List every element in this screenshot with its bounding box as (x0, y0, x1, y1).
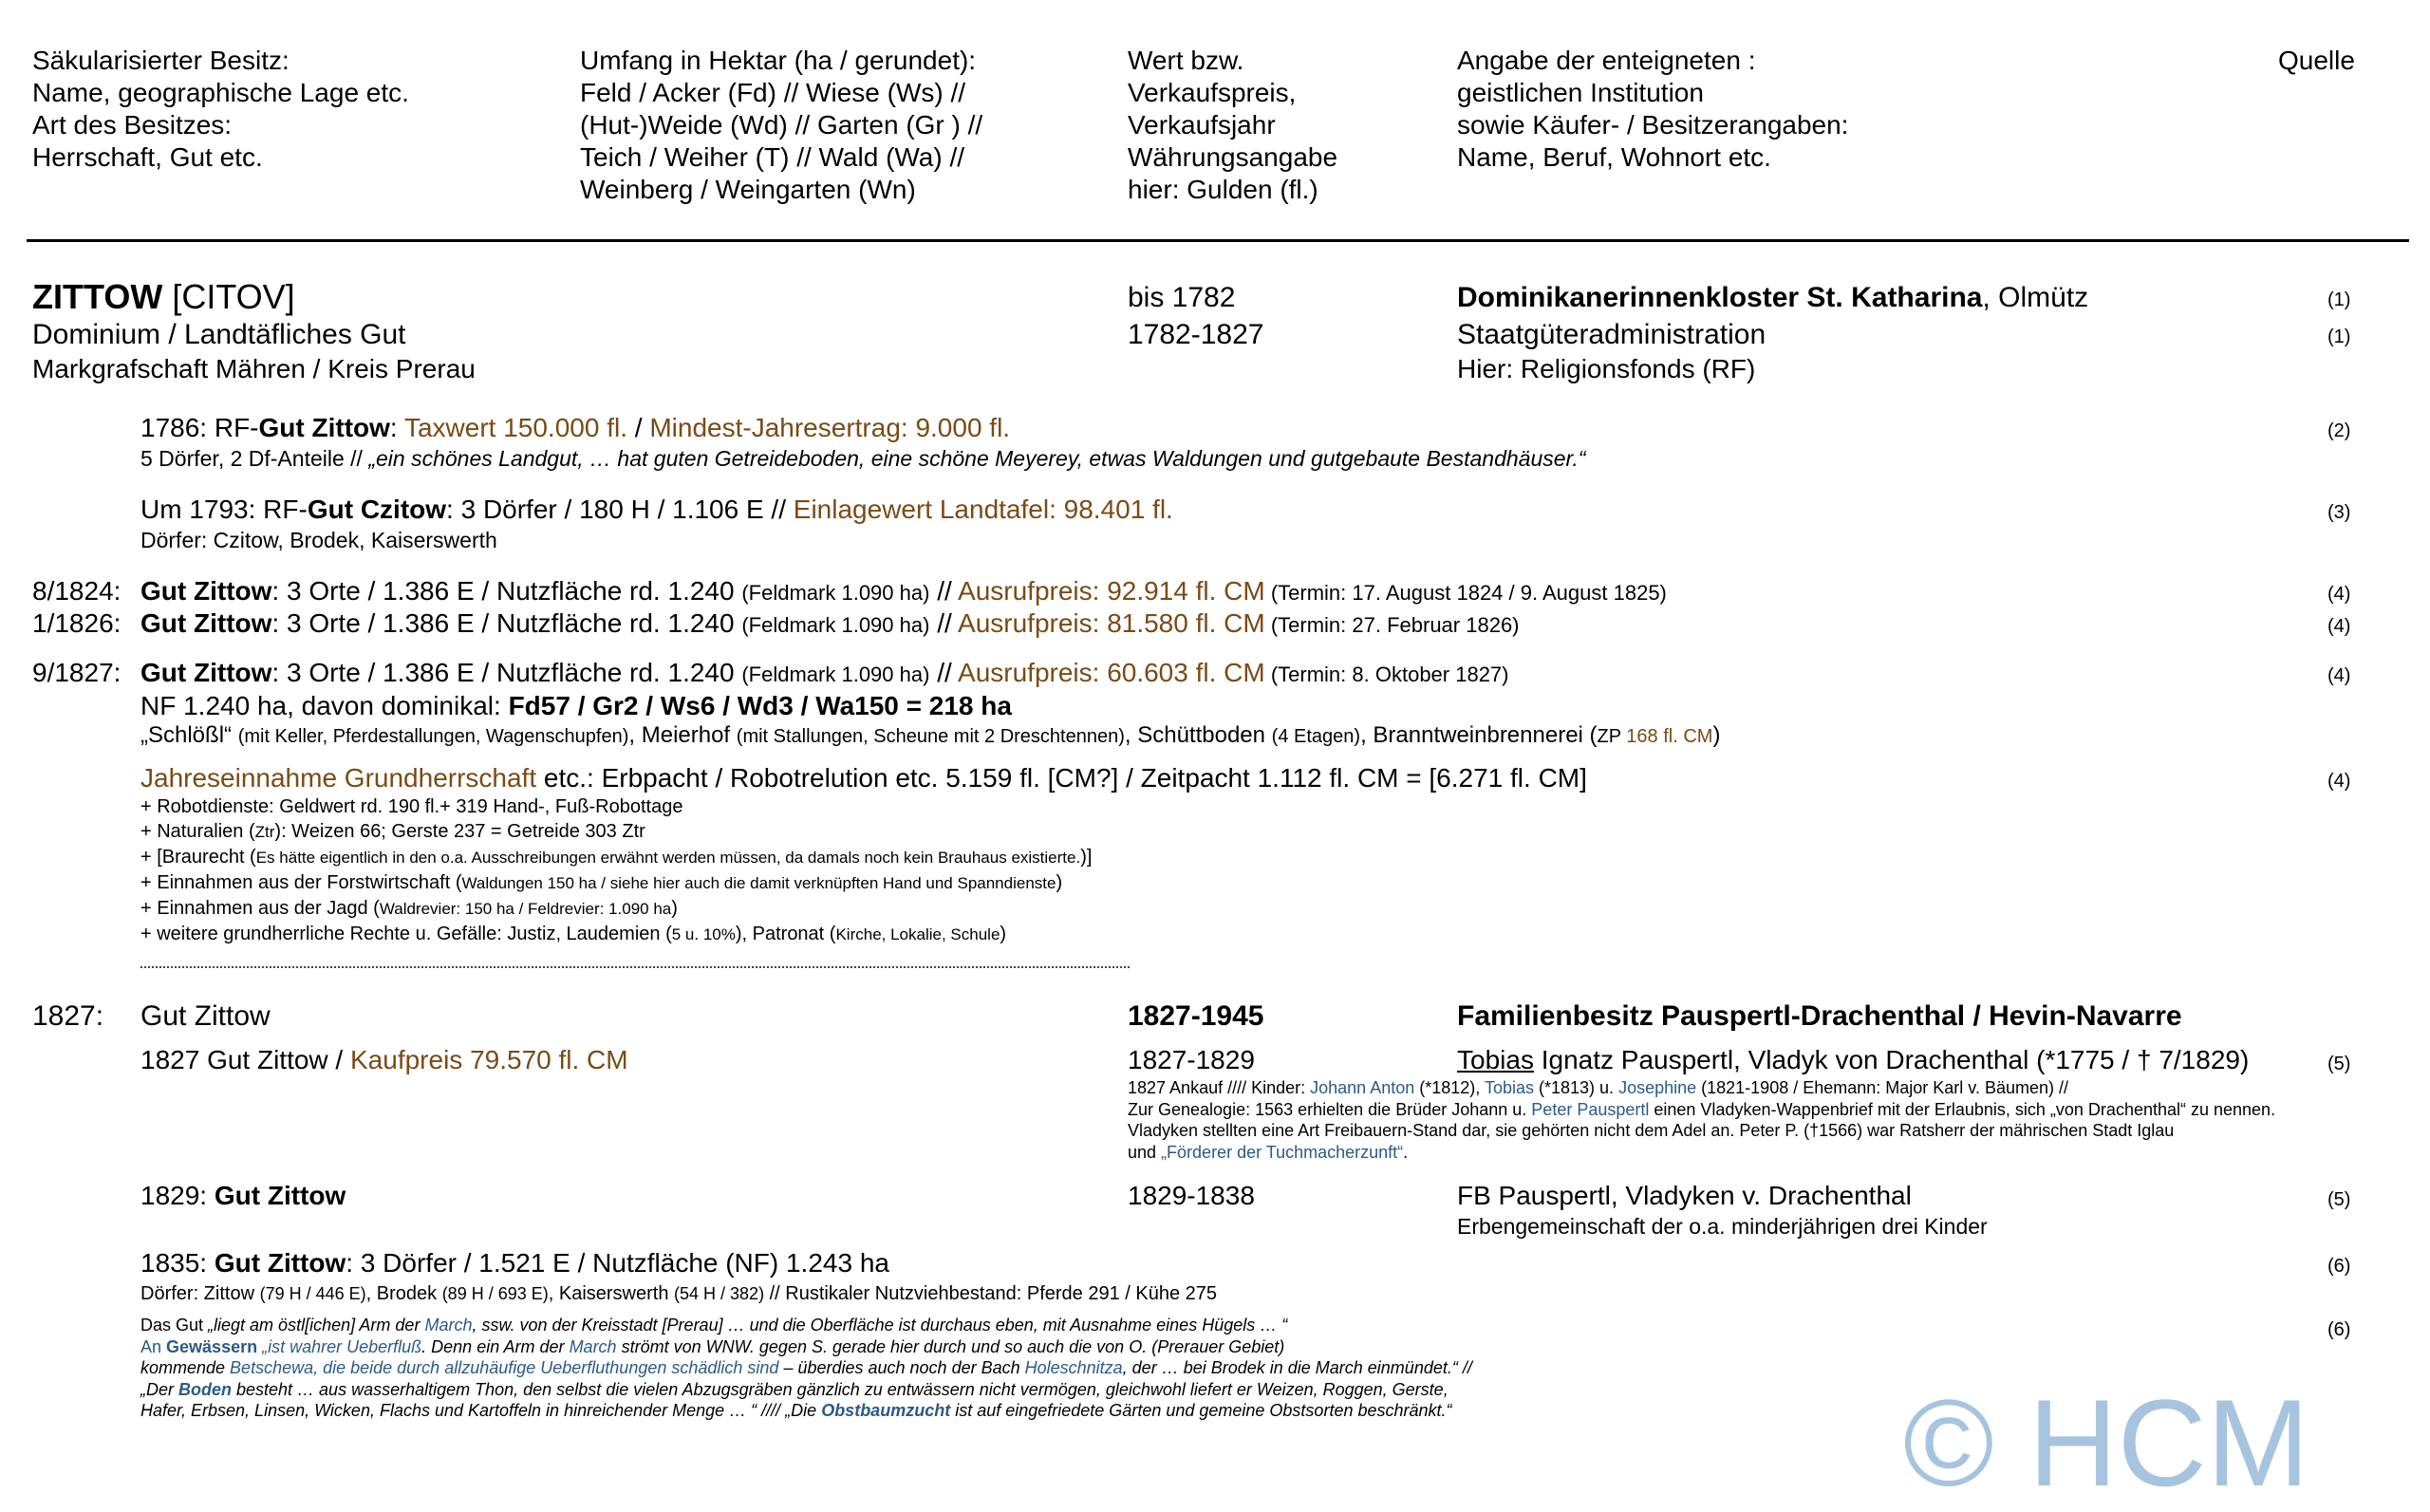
list-item: + weitere grundherrliche Rechte u. Gefälle: Justiz, Laudemien (5 u. 10%), Patronat (Kirche, Lokalie, Schule) (140, 924, 1007, 944)
source-ref: (2) (2327, 420, 2351, 441)
section-separator (140, 966, 1130, 968)
header-col-besitz: Säkularisierter Besitz: Name, geographische Lage etc. Art des Besitzes: Herrschaft, Gut etc. (32, 46, 409, 172)
description-quote: Das Gut „liegt am östl[ichen] Arm der March, ssw. von der Kreisstadt [Prerau] … und die Oberfläche ist durchaus eben, mit Ausnahme eines Hügels … “ An Gewässern „ist wahrer Ueberfluß. Denn ein Arm der March strömt von WNW. gegen S. gerade hier durch und so auch die von O. (Prerauer Gebiet) kommende Betschewa, die beide durch allzuhäufige Ueberfluthungen schädlich sind – überdies auch noch der Bach Holeschnitza, der … bei Brodek in die March einmündet.“ // „Der Boden besteht … aus wasserhaltigem Thon, den selbst die vielen Abzugsgräben gänzlich zu entwässern nicht vermögen, gleichwohl liefert er Weizen, Roggen, Gerste, Hafer, Erbsen, Linsen, Wicken, Flachs und Kartoffeln in hinreichender Menge … “ //// „Die Obstbaumzucht ist auf eingefriedete Gärten und gemeine Obstsorten beschränkt.“ (140, 1316, 1472, 1421)
row-1824-date: 8/1824: (32, 576, 122, 606)
row-1826-date: 1/1826: (32, 608, 122, 638)
row-1826: Gut Zittow: 3 Orte / 1.386 E / Nutzfläche rd. 1.240 (Feldmark 1.090 ha) // Ausrufpreis: 81.580 fl. CM (Termin: 27. Februar 1826) (140, 608, 1520, 638)
source-ref: (5) (2327, 1054, 2351, 1074)
row-1827b-owner: Familienbesitz Pauspertl-Drachenthal / Hevin-Navarre (1457, 1000, 2182, 1032)
header-col-umfang: Umfang in Hektar (ha / gerundet): Feld / Acker (Fd) // Wiese (Ws) // (Hut-)Weide (Wd) // Garten (Gr ) // Teich / Weiher (T) // Wald (Wa) // Weinberg / Weingarten (Wn) (580, 46, 983, 204)
row-1827b-buyer: Tobias Ignatz Pauspertl, Vladyk von Drachenthal (*1775 / † 7/1829) (1457, 1045, 2250, 1074)
source-ref: (1) (2327, 327, 2351, 347)
row-1827b-period2: 1827-1829 (1128, 1045, 1255, 1074)
source-ref: (5) (2327, 1189, 2351, 1210)
list-item: + Einnahmen aus der Jagd (Waldrevier: 150 ha / Feldrevier: 1.090 ha) (140, 898, 678, 919)
source-ref: (1) (2327, 289, 2351, 310)
row-1827b-name: Gut Zittow (140, 1000, 271, 1032)
source-ref: (4) (2327, 616, 2351, 637)
source-ref: (3) (2327, 502, 2351, 523)
row-1829: 1829: Gut Zittow (140, 1181, 346, 1210)
row-1827a-date: 9/1827: (32, 658, 122, 687)
source-ref: (4) (2327, 665, 2351, 686)
entry-owner-3: Hier: Religionsfonds (RF) (1457, 354, 1756, 383)
list-item: + Naturalien (Ztr): Weizen 66; Gerste 237 = Getreide 303 Ztr (140, 821, 645, 842)
row-1827a: Gut Zittow: 3 Orte / 1.386 E / Nutzfläche rd. 1.240 (Feldmark 1.090 ha) // Ausrufpreis: 60.603 fl. CM (Termin: 8. Oktober 1827) (140, 658, 1509, 687)
row-1827b-notes: 1827 Ankauf //// Kinder: Johann Anton (*1812), Tobias (*1813) u. Josephine (1821-1908 / Ehemann: Major Karl v. Bäumen) // Zur Genealogie: 1563 erhielten die Brüder Johann u. Peter Pauspertl einen Vladyken-Wappenbrief mit der Erlaubnis, sich „von Drachenthal“ zu nennen. Vladyken stellten eine Art Freibauern-Stand dar, sie gehörten nicht dem Adel an. Peter P. (†1566) war Ratsherr der mährischen Stadt Iglau und „Förderer der Tuchmacherzunft“. (1128, 1078, 2276, 1162)
header-col-wert: Wert bzw. Verkaufspreis, Verkaufsjahr Währungsangabe hier: Gulden (fl.) (1128, 46, 1338, 204)
row-1827b-date: 1827: (32, 1000, 104, 1032)
row-1827a-gebaeude: „Schlößl“ (mit Keller, Pferdestallungen, Wagenschupfen), Meierhof (mit Stallungen, Scheune mit 2 Dreschtennen), Schüttboden (4 Etagen), Branntweinbrennerei (ZP 168 fl. CM) (140, 722, 1721, 748)
row-1786-detail: 5 Dörfer, 2 Df-Anteile // „ein schönes Landgut, … hat guten Getreideboden, eine schöne Meyerey, etwas Waldungen und gutgebaute Bestandhäuser.“ (140, 446, 1586, 471)
list-item: + Robotdienste: Geldwert rd. 190 fl.+ 319 Hand-, Fuß-Robottage (140, 796, 683, 817)
row-1793: Um 1793: RF-Gut Czitow: 3 Dörfer / 180 H / 1.106 E // Einlagewert Landtafel: 98.401 fl. (140, 495, 1173, 524)
entry-owner-2: Staatgüteradministration (1457, 319, 1766, 350)
entry-title: ZITTOW [CITOV] (32, 277, 295, 316)
entry-period-2: 1782-1827 (1128, 319, 1264, 350)
row-1793-detail: Dörfer: Czitow, Brodek, Kaiserswerth (140, 528, 497, 552)
row-1829-period: 1829-1838 (1128, 1181, 1255, 1210)
header-col-institution: Angabe der enteigneten : geistlichen Institution sowie Käufer- / Besitzerangaben: Name, Beruf, Wohnort etc. (1457, 46, 1849, 172)
source-ref: (6) (2327, 1256, 2351, 1277)
row-1829-owner-detail: Erbengemeinschaft der o.a. minderjährigen drei Kinder (1457, 1214, 1988, 1239)
entry-region: Markgrafschaft Mähren / Kreis Prerau (32, 354, 476, 383)
entry-owner-1: Dominikanerinnenkloster St. Katharina, Olmütz (1457, 282, 2089, 313)
row-1824: Gut Zittow: 3 Orte / 1.386 E / Nutzfläche rd. 1.240 (Feldmark 1.090 ha) // Ausrufpreis: 92.914 fl. CM (Termin: 17. August 1824 / 9. August 1825) (140, 576, 1667, 606)
row-jahreseinnahme: Jahreseinnahme Grundherrschaft etc.: Erbpacht / Robotrelution etc. 5.159 fl. [CM?] / Zeitpacht 1.112 fl. CM = [6.271 fl. CM] (140, 763, 1587, 793)
row-1835-detail: Dörfer: Zittow (79 H / 446 E), Brodek (89 H / 693 E), Kaiserswerth (54 H / 382) // Rustikaler Nutzviehbestand: Pferde 291 / Kühe 275 (140, 1283, 1218, 1304)
entry-period-1: bis 1782 (1128, 282, 1236, 313)
source-ref: (6) (2327, 1319, 2351, 1340)
copyright-watermark: © HCM (1903, 1373, 2309, 1512)
list-item: + [Braurecht (Es hätte eigentlich in den o.a. Ausschreibungen erwähnt werden müssen, da damals noch kein Brauhaus existierte.)] (140, 847, 1093, 868)
row-1829-owner: FB Pauspertl, Vladyken v. Drachenthal (1457, 1181, 1912, 1210)
row-1827b-kauf: 1827 Gut Zittow / Kaufpreis 79.570 fl. CM (140, 1045, 628, 1074)
list-item: + Einnahmen aus der Forstwirtschaft (Waldungen 150 ha / siehe hier auch die damit verknüpften Hand und Spanndienste) (140, 872, 1063, 893)
row-1827b-period: 1827-1945 (1128, 1000, 1264, 1032)
einnahmen-list (140, 794, 1092, 947)
header-col-quelle: Quelle (2278, 46, 2355, 75)
source-ref: (4) (2327, 771, 2351, 792)
row-1827a-nutzflaeche: NF 1.240 ha, davon dominikal: Fd57 / Gr2 / Ws6 / Wd3 / Wa150 = 218 ha (140, 691, 1012, 720)
source-ref: (4) (2327, 584, 2351, 605)
row-1786: 1786: RF-Gut Zittow: Taxwert 150.000 fl. / Mindest-Jahresertrag: 9.000 fl. (140, 413, 1011, 442)
entry-type: Dominium / Landtäfliches Gut (32, 319, 406, 350)
header-divider (27, 239, 2409, 242)
row-1835: 1835: Gut Zittow: 3 Dörfer / 1.521 E / Nutzfläche (NF) 1.243 ha (140, 1248, 889, 1278)
